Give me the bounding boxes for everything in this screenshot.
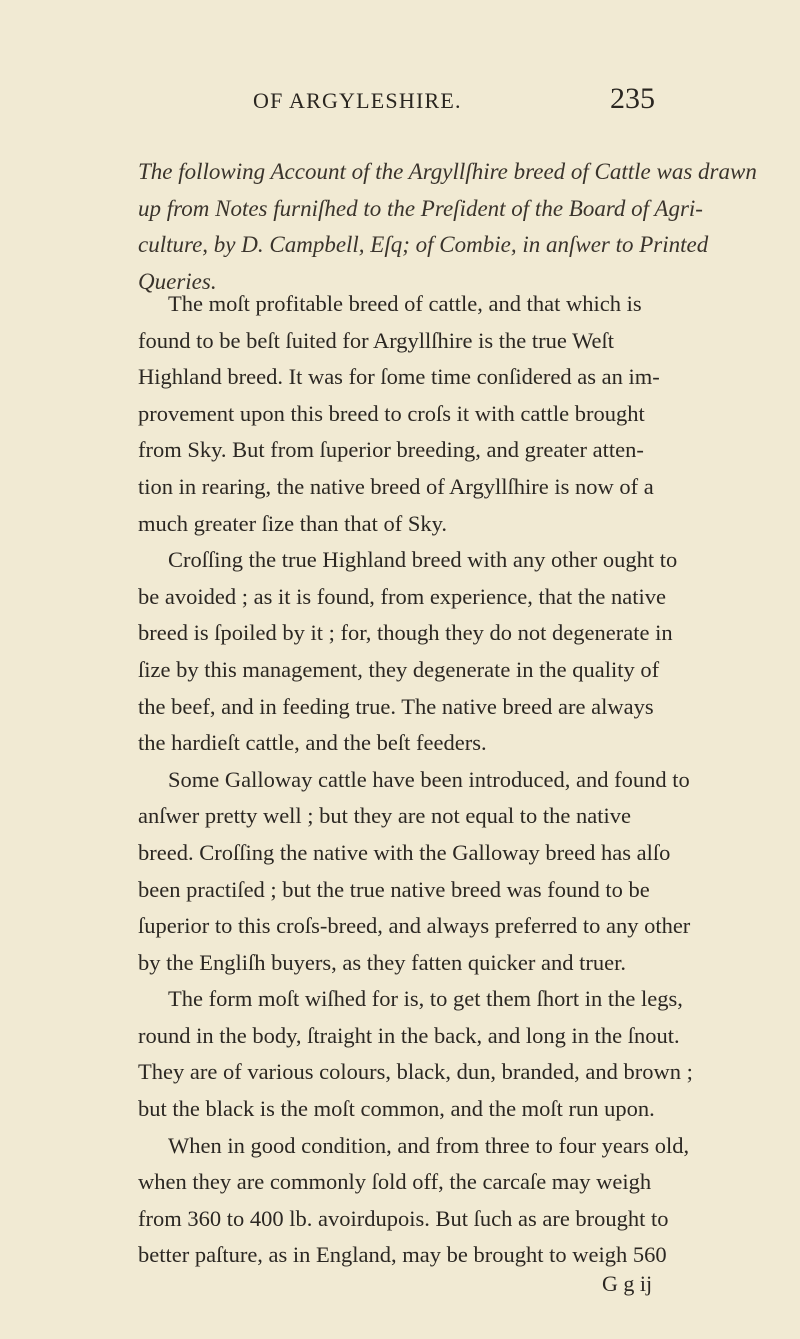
text-line: ſize by this management, they degenerate in the quality of <box>138 656 660 682</box>
text-line: from Sky. But from ſuperior breeding, and greater atten- <box>138 437 644 463</box>
signature-mark: G g ij <box>602 1271 653 1296</box>
text-line: Some Galloway cattle have been introduced, and found to <box>168 766 690 792</box>
text-line: by the Engliſh buyers, as they fatten quicker and truer. <box>138 949 626 975</box>
text-line: from 360 to 400 lb. avoirdupois. But ſuch as are brought to <box>138 1205 669 1231</box>
text-line: The form moſt wiſhed for is, to get them ſhort in the legs, <box>168 986 683 1012</box>
intro-line: culture, by D. Campbell, Eſq; of Combie, in anſwer to Printed <box>138 232 709 257</box>
text-line: Croſſing the true Highland breed with any other ought to <box>168 547 678 573</box>
running-head <box>195 82 675 118</box>
text-line: provement upon this breed to croſs it with cattle brought <box>138 400 645 426</box>
text-line: anſwer pretty well ; but they are not equal to the native <box>138 803 631 829</box>
text-line: tion in rearing, the native breed of Argyllſhire is now of a <box>138 473 654 499</box>
text-line: been practiſed ; but the true native breed was found to be <box>138 876 650 902</box>
text-line: Highland breed. It was for ſome time conſidered as an im- <box>138 364 660 390</box>
text-line: breed is ſpoiled by it ; for, though they do not degenerate in <box>138 620 673 646</box>
text-line: better paſture, as in England, may be brought to weigh 560 <box>138 1242 667 1268</box>
text-line: round in the body, ſtraight in the back, and long in the ſnout. <box>138 1022 680 1048</box>
page-number: 235 <box>610 82 655 115</box>
intro-note <box>138 154 757 300</box>
text-line: The moſt profitable breed of cattle, and that which is <box>168 291 642 316</box>
intro-line: Queries. <box>138 268 217 294</box>
text-line: the hardieſt cattle, and the beſt feeders. <box>138 730 487 756</box>
text-line: breed. Croſſing the native with the Galloway breed has alſo <box>138 839 671 865</box>
text-line: They are of various colours, black, dun, branded, and brown ; <box>138 1059 693 1085</box>
body-text <box>138 286 718 1274</box>
intro-line: The following Account of the Argyllſhire breed of Cattle was drawn <box>138 159 757 184</box>
running-title: OF ARGYLESHIRE. <box>253 88 462 113</box>
text-line: When in good condition, and from three to four years old, <box>168 1132 690 1158</box>
text-line: ſuperior to this croſs-breed, and always preferred to any other <box>138 913 691 939</box>
text-line: when they are commonly ſold off, the carcaſe may weigh <box>138 1169 652 1195</box>
text-line: much greater ſize than that of Sky. <box>138 510 448 536</box>
text-line: be avoided ; as it is found, from experience, that the native <box>138 583 666 609</box>
text-line: found to be beſt ſuited for Argyllſhire is the true Weſt <box>138 327 615 353</box>
intro-line: up from Notes furniſhed to the Preſident of the Board of Agri- <box>138 195 703 221</box>
text-line: but the black is the moſt common, and the moſt run upon. <box>138 1096 655 1122</box>
text-line: the beef, and in feeding true. The native breed are always <box>138 693 654 719</box>
